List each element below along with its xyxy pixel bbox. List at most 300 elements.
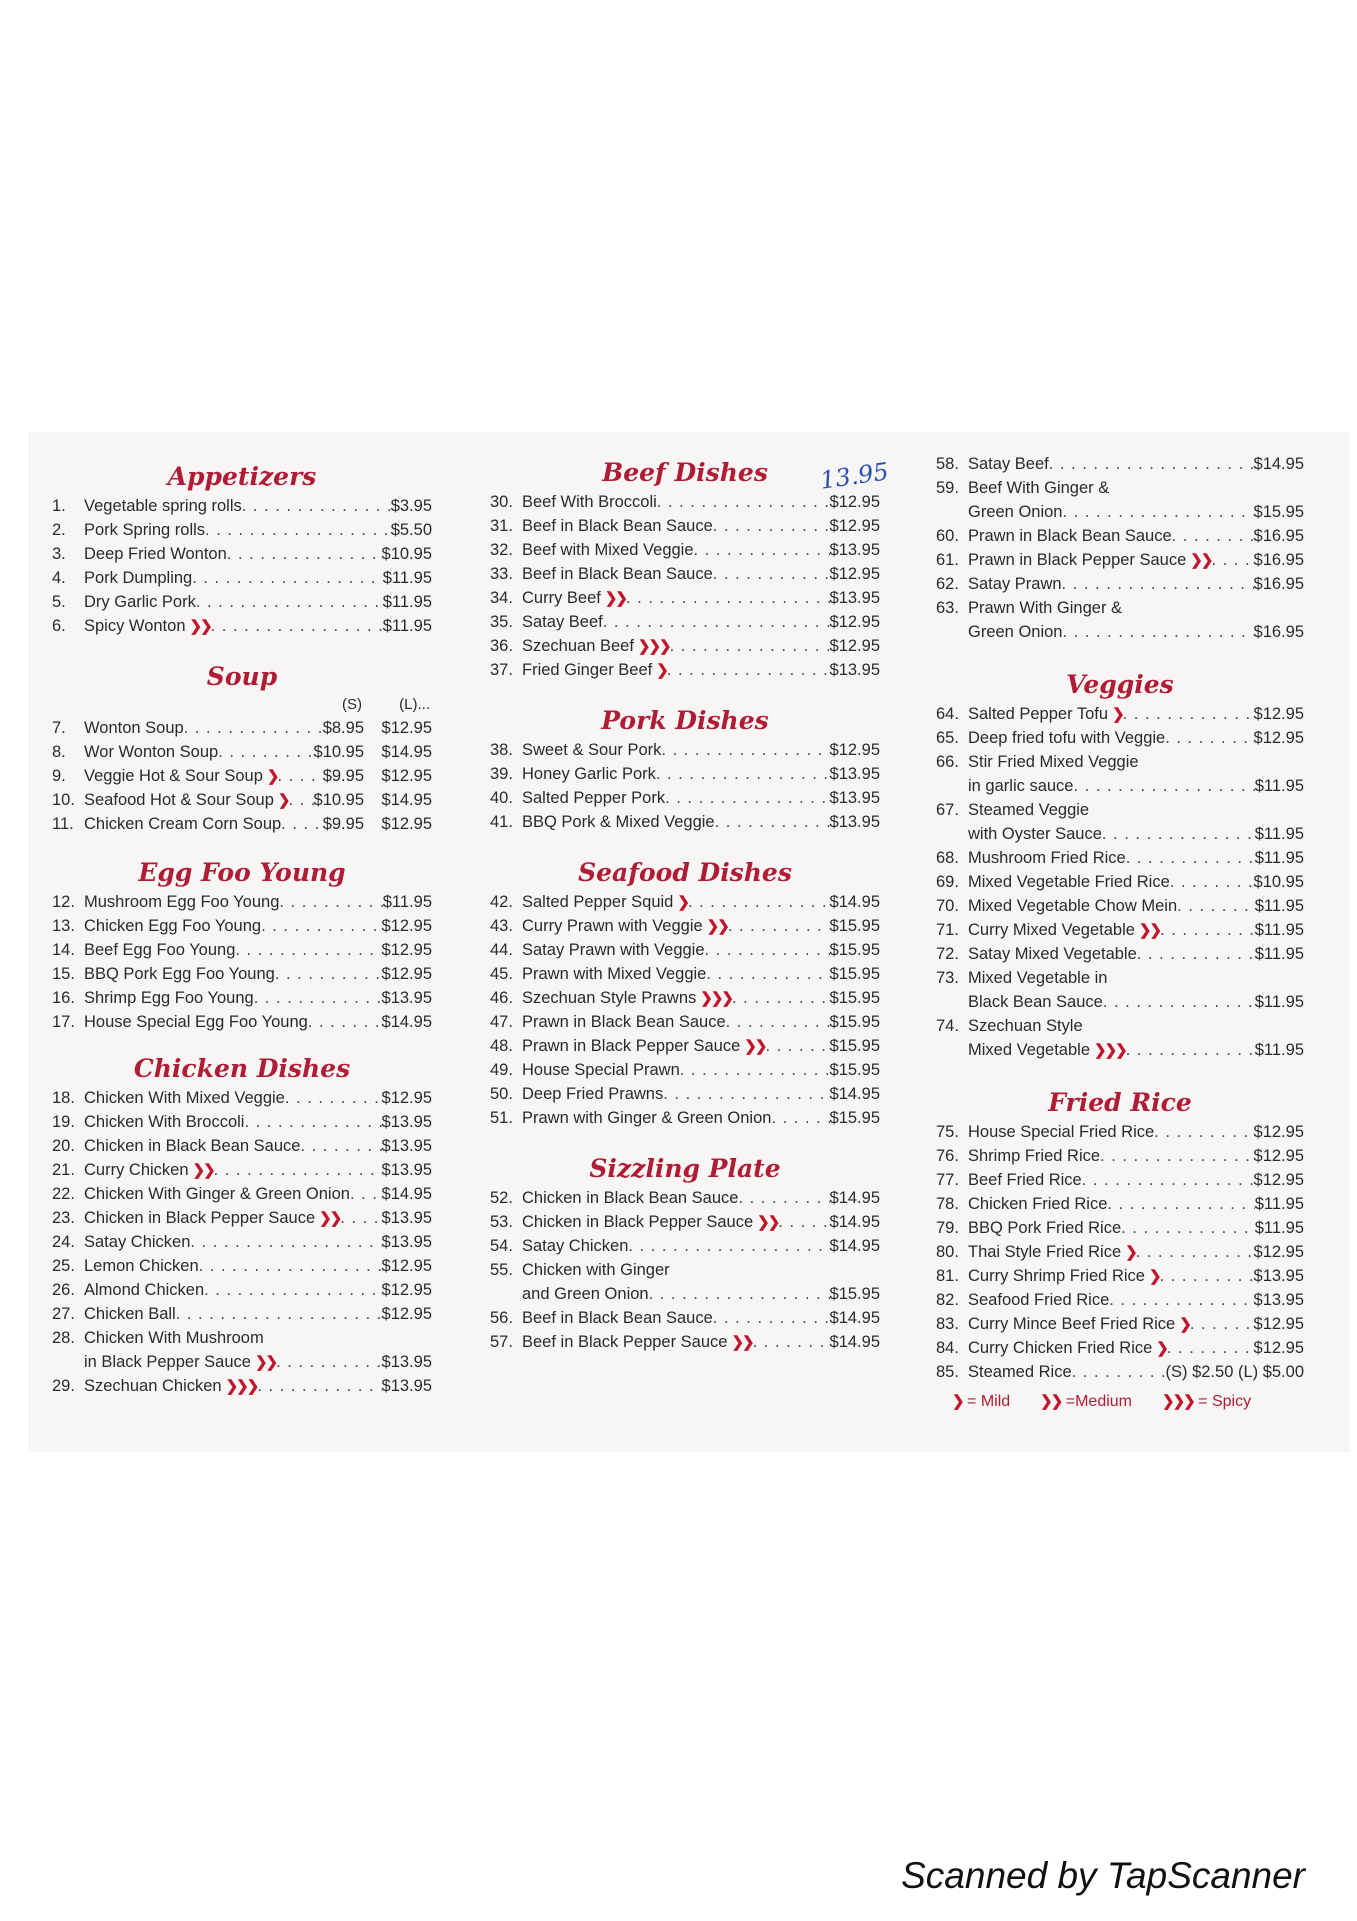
item-price: $11.95 — [1254, 1219, 1304, 1237]
item-price: $10.95 — [1253, 873, 1304, 891]
spice-legend — [936, 1390, 1304, 1414]
section-egg-foo-young — [52, 856, 432, 1034]
dot-leader — [713, 514, 830, 538]
menu-item — [936, 476, 1304, 500]
menu-item — [936, 990, 1304, 1014]
dot-leader — [276, 1350, 381, 1374]
menu-item — [490, 1330, 880, 1354]
menu-item — [936, 894, 1304, 918]
item-name: Szechuan Beef — [522, 637, 634, 655]
item-name: Satay Beef — [968, 455, 1049, 473]
item-name: Black Bean Sauce — [968, 993, 1103, 1011]
item-number: 28. — [52, 1329, 75, 1347]
item-number: 7. — [52, 719, 66, 737]
item-price: $11.95 — [1254, 921, 1304, 939]
item-name: Beef Fried Rice — [968, 1171, 1082, 1189]
item-number: 75. — [936, 1123, 959, 1141]
menu-item — [936, 1168, 1304, 1192]
item-name: Salted Pepper Pork — [522, 789, 666, 807]
dot-leader — [728, 914, 830, 938]
item-number: 6. — [52, 617, 66, 635]
item-number: 81. — [936, 1267, 959, 1285]
item-number: 2. — [52, 521, 66, 539]
dot-leader — [670, 634, 830, 658]
dot-leader — [275, 962, 382, 986]
item-number: 41. — [490, 813, 513, 831]
item-number: 66. — [936, 753, 959, 771]
legend-spicy-label: = Spicy — [1198, 1393, 1252, 1410]
pepper-icon: ❯ — [1148, 1268, 1160, 1285]
section-title: Fried Rice — [1048, 1088, 1192, 1117]
dot-leader — [1102, 822, 1255, 846]
item-price: $12.95 — [381, 1305, 432, 1323]
item-price: $13.95 — [829, 813, 880, 831]
pepper-icon: ❯❯ — [604, 590, 626, 607]
item-name: Green Onion — [968, 503, 1063, 521]
item-price: $12.95 — [829, 613, 880, 631]
item-price: $12.95 — [829, 565, 880, 583]
item-price: $11.95 — [1254, 1195, 1304, 1213]
menu-item — [936, 572, 1304, 596]
item-number: 68. — [936, 849, 959, 867]
pepper-icon: ❯❯❯ — [700, 990, 732, 1007]
dot-leader — [1072, 1360, 1166, 1384]
item-name: Curry Beef — [522, 589, 601, 607]
item-price: $11.95 — [1254, 945, 1304, 963]
item-name: Chicken With Mushroom — [84, 1329, 264, 1347]
item-price: $14.95 — [829, 1189, 880, 1207]
legend-medium — [1036, 1390, 1132, 1414]
item-name: Vegetable spring rolls — [84, 497, 242, 515]
dot-leader — [649, 1282, 830, 1306]
item-number: 76. — [936, 1147, 959, 1165]
dot-leader — [204, 1278, 381, 1302]
item-number: 30. — [490, 493, 513, 511]
menu-item — [52, 812, 432, 836]
item-price: $12.95 — [829, 637, 880, 655]
item-name: House Special Egg Foo Young — [84, 1013, 308, 1031]
dot-leader — [218, 740, 313, 764]
menu-item — [52, 1158, 432, 1182]
item-price: $15.95 — [829, 1013, 880, 1031]
item-price: $14.95 — [829, 1085, 880, 1103]
menu-item — [490, 962, 880, 986]
item-name: Chicken Fried Rice — [968, 1195, 1108, 1213]
pepper-icon: ❯ — [1156, 1340, 1167, 1357]
legend-mild — [948, 1390, 1010, 1414]
section-appetizers — [52, 460, 432, 638]
item-price: $15.95 — [829, 941, 880, 959]
menu-item — [52, 590, 432, 614]
item-name: Szechuan Chicken — [84, 1377, 222, 1395]
dot-leader — [1170, 870, 1254, 894]
menu-item — [490, 1210, 880, 1234]
dot-leader — [1165, 726, 1253, 750]
item-price: $5.50 — [390, 521, 432, 539]
item-name: House Special Prawn — [522, 1061, 680, 1079]
pepper-icon: ❯❯ — [254, 1354, 277, 1371]
item-price: $16.95 — [1253, 575, 1304, 593]
menu-item — [936, 846, 1304, 870]
item-number: 10. — [52, 791, 75, 809]
item-number: 4. — [52, 569, 66, 587]
menu-item — [936, 1120, 1304, 1144]
item-number: 20. — [52, 1137, 75, 1155]
item-price: $9.95 — [322, 815, 364, 833]
dot-leader — [1211, 548, 1253, 572]
menu-item — [490, 738, 880, 762]
menu-item — [52, 938, 432, 962]
menu-item — [490, 762, 880, 786]
item-name: BBQ Pork Egg Foo Young — [84, 965, 275, 983]
item-number: 51. — [490, 1109, 513, 1127]
menu-column-1 — [52, 460, 432, 1398]
menu-item — [936, 1014, 1304, 1038]
item-name: Chicken With Broccoli — [84, 1113, 245, 1131]
item-number: 53. — [490, 1213, 513, 1231]
pepper-icon: ❯❯ — [192, 1162, 214, 1179]
item-price: $13.95 — [381, 1353, 432, 1371]
dot-leader — [713, 562, 830, 586]
menu-item — [936, 726, 1304, 750]
item-number: 14. — [52, 941, 75, 959]
pepper-icon: ❯❯ — [1040, 1393, 1062, 1410]
item-number: 42. — [490, 893, 513, 911]
section-title: Seafood Dishes — [578, 858, 792, 887]
item-name: Curry Shrimp Fried Rice — [968, 1267, 1145, 1285]
item-price: $11.95 — [382, 893, 432, 911]
item-name: Chicken Ball — [84, 1305, 176, 1323]
item-name: Szechuan Style — [968, 1017, 1083, 1035]
item-price: $13.95 — [829, 765, 880, 783]
section-chicken-dishes — [52, 1052, 432, 1398]
item-price: $11.95 — [382, 593, 432, 611]
dot-leader — [1190, 1312, 1254, 1336]
item-name: Pork Spring rolls — [84, 521, 206, 539]
item-number: 85. — [936, 1363, 959, 1381]
item-name: with Oyster Sauce — [968, 825, 1102, 843]
dot-leader — [1123, 702, 1254, 726]
menu-item — [936, 1216, 1304, 1240]
item-price: $12.95 — [1253, 1243, 1304, 1261]
section-continued-dishes — [936, 452, 1304, 644]
menu-item — [936, 966, 1304, 990]
menu-item — [52, 1326, 432, 1350]
item-name: Prawn With Ginger & — [968, 599, 1123, 617]
menu-item — [936, 1192, 1304, 1216]
dot-leader — [261, 914, 381, 938]
dot-leader — [192, 566, 383, 590]
item-number: 67. — [936, 801, 959, 819]
dot-leader — [244, 1110, 381, 1134]
dot-leader — [680, 1058, 830, 1082]
item-number: 23. — [52, 1209, 75, 1227]
pepper-icon: ❯ — [656, 662, 667, 679]
menu-item — [936, 1240, 1304, 1264]
dot-leader — [214, 1158, 382, 1182]
item-number: 39. — [490, 765, 513, 783]
item-name: Prawn in Black Bean Sauce — [522, 1013, 726, 1031]
dot-leader — [196, 590, 383, 614]
section-title: Pork Dishes — [601, 706, 769, 735]
dot-leader — [285, 1086, 382, 1110]
dot-leader — [288, 788, 313, 812]
handwritten-price-note: 13.95 — [818, 457, 891, 495]
item-name: Mushroom Fried Rice — [968, 849, 1126, 867]
section-seafood-dishes — [490, 856, 880, 1130]
pepper-icon: ❯ — [952, 1393, 963, 1410]
item-name: Prawn in Black Bean Sauce — [968, 527, 1172, 545]
item-name: Shrimp Fried Rice — [968, 1147, 1101, 1165]
item-price: $16.95 — [1253, 623, 1304, 641]
item-number: 78. — [936, 1195, 959, 1213]
pepper-icon: ❯❯ — [706, 918, 728, 935]
pepper-icon: ❯❯ — [731, 1334, 753, 1351]
item-name: Curry Mixed Vegetable — [968, 921, 1135, 939]
item-price: $12.95 — [1253, 1147, 1304, 1165]
item-price: $13.95 — [829, 589, 880, 607]
item-name: Chicken in Black Bean Sauce — [84, 1137, 301, 1155]
menu-item — [490, 1258, 880, 1282]
item-price: $15.95 — [829, 965, 880, 983]
menu-item — [52, 1278, 432, 1302]
item-price: $12.95 — [829, 517, 880, 535]
section-title: Sizzling Plate — [589, 1154, 781, 1183]
item-name: Beef in Black Bean Sauce — [522, 565, 713, 583]
item-price: $15.95 — [1253, 503, 1304, 521]
item-price-large: $14.95 — [381, 743, 432, 761]
size-small-label: (S) — [342, 696, 362, 713]
section-title: Chicken Dishes — [133, 1054, 351, 1083]
item-name: Wor Wonton Soup — [84, 743, 219, 761]
item-number: 18. — [52, 1089, 75, 1107]
dot-leader — [176, 1302, 382, 1326]
menu-item — [52, 1254, 432, 1278]
dot-leader — [663, 1082, 829, 1106]
item-number: 72. — [936, 945, 959, 963]
item-price: $12.95 — [381, 917, 432, 935]
menu-item — [490, 810, 880, 834]
menu-item — [490, 1186, 880, 1210]
item-price: $14.95 — [829, 893, 880, 911]
item-number: 65. — [936, 729, 959, 747]
item-number: 40. — [490, 789, 513, 807]
item-name: Dry Garlic Pork — [84, 593, 196, 611]
item-number: 31. — [490, 517, 513, 535]
dot-leader — [705, 938, 830, 962]
menu-item — [936, 620, 1304, 644]
menu-item — [52, 1206, 432, 1230]
item-number: 56. — [490, 1309, 513, 1327]
menu-item — [52, 986, 432, 1010]
item-name: BBQ Pork Fried Rice — [968, 1219, 1122, 1237]
item-name: Curry Mince Beef Fried Rice — [968, 1315, 1176, 1333]
item-price: $9.95 — [322, 767, 364, 785]
pepper-icon: ❯❯ — [319, 1210, 341, 1227]
dot-leader — [227, 542, 382, 566]
dot-leader — [1107, 1192, 1254, 1216]
item-number: 49. — [490, 1061, 513, 1079]
item-name: Fried Ginger Beef — [522, 661, 653, 679]
item-name: Green Onion — [968, 623, 1063, 641]
item-name: Salted Pepper Tofu — [968, 705, 1109, 723]
pepper-icon: ❯❯❯ — [1094, 1042, 1126, 1059]
item-number: 5. — [52, 593, 66, 611]
dot-leader — [211, 614, 383, 638]
item-name: Beef With Broccoli — [522, 493, 657, 511]
menu-item — [490, 1058, 880, 1082]
pepper-icon: ❯ — [277, 792, 289, 809]
item-price: $10.95 — [313, 743, 364, 761]
item-price: $15.95 — [829, 1037, 880, 1055]
dot-leader — [771, 1106, 829, 1130]
item-price: $13.95 — [381, 1113, 432, 1131]
item-name: Beef With Ginger & — [968, 479, 1110, 497]
item-name: Chicken With Mixed Veggie — [84, 1089, 285, 1107]
item-number: 29. — [52, 1377, 75, 1395]
item-name: Deep fried tofu with Veggie — [968, 729, 1166, 747]
item-name: Chicken With Ginger & Green Onion — [84, 1185, 350, 1203]
menu-item — [490, 658, 880, 682]
item-price: $10.95 — [381, 545, 432, 563]
item-price: $14.95 — [829, 1333, 880, 1351]
item-number: 62. — [936, 575, 959, 593]
item-price: $12.95 — [1253, 1339, 1304, 1357]
item-price: $16.95 — [1253, 527, 1304, 545]
item-name: Chicken Cream Corn Soup — [84, 815, 282, 833]
menu-item — [936, 750, 1304, 774]
menu-item — [52, 614, 432, 638]
item-name: Chicken in Black Pepper Sauce — [522, 1213, 754, 1231]
menu-item — [936, 500, 1304, 524]
item-price: $13.95 — [381, 1377, 432, 1395]
item-number: 77. — [936, 1171, 959, 1189]
pepper-icon: ❯❯ — [1190, 552, 1212, 569]
dot-leader — [199, 1254, 382, 1278]
dot-leader — [1167, 1336, 1254, 1360]
item-number: 48. — [490, 1037, 513, 1055]
item-name: Mushroom Egg Foo Young — [84, 893, 280, 911]
item-name: Stir Fried Mixed Veggie — [968, 753, 1139, 771]
item-price: $12.95 — [1253, 1315, 1304, 1333]
menu-item — [936, 822, 1304, 846]
pepper-icon: ❯ — [1179, 1316, 1190, 1333]
menu-item — [936, 1144, 1304, 1168]
legend-spicy — [1158, 1390, 1251, 1414]
dot-leader — [738, 1186, 829, 1210]
item-number: 12. — [52, 893, 75, 911]
item-name: Curry Chicken — [84, 1161, 189, 1179]
dot-leader — [661, 738, 829, 762]
dot-leader — [205, 518, 391, 542]
item-number: 80. — [936, 1243, 959, 1261]
menu-item — [936, 1336, 1304, 1360]
item-number: 17. — [52, 1013, 75, 1031]
pepper-icon: ❯❯ — [744, 1038, 766, 1055]
item-price: $15.95 — [829, 1109, 880, 1127]
pepper-icon: ❯❯ — [1138, 922, 1161, 939]
item-name: Mixed Vegetable in — [968, 969, 1108, 987]
item-number: 33. — [490, 565, 513, 583]
item-price-large: $12.95 — [381, 767, 432, 785]
item-number: 84. — [936, 1339, 959, 1357]
item-number: 19. — [52, 1113, 75, 1131]
menu-item — [936, 918, 1304, 942]
item-number: 55. — [490, 1261, 513, 1279]
menu-item — [490, 1010, 880, 1034]
item-number: 22. — [52, 1185, 75, 1203]
section-fried-rice — [936, 1086, 1304, 1384]
item-number: 63. — [936, 599, 959, 617]
dot-leader — [350, 1182, 382, 1206]
item-price: $14.95 — [829, 1213, 880, 1231]
pepper-icon: ❯ — [677, 894, 688, 911]
item-price: (S) $2.50 (L) $5.00 — [1165, 1363, 1304, 1381]
item-name: Sweet & Sour Pork — [522, 741, 662, 759]
item-price: $12.95 — [381, 1281, 432, 1299]
item-price: $15.95 — [829, 989, 880, 1007]
dot-leader — [235, 938, 381, 962]
item-name: Chicken in Black Pepper Sauce — [84, 1209, 316, 1227]
size-large-label: (L)... — [399, 696, 430, 713]
item-number: 43. — [490, 917, 513, 935]
item-name: Spicy Wonton — [84, 617, 186, 635]
item-name: Prawn in Black Pepper Sauce — [968, 551, 1187, 569]
item-name: Satay Prawn — [968, 575, 1062, 593]
item-name: Seafood Fried Rice — [968, 1291, 1110, 1309]
item-number: 71. — [936, 921, 959, 939]
dot-leader — [190, 1230, 381, 1254]
menu-item — [490, 1106, 880, 1130]
item-price: $13.95 — [381, 1137, 432, 1155]
item-price: $10.95 — [313, 791, 364, 809]
dot-leader — [281, 812, 323, 836]
item-name: Curry Chicken Fried Rice — [968, 1339, 1153, 1357]
dot-leader — [667, 658, 830, 682]
menu-item — [936, 596, 1304, 620]
item-number: 25. — [52, 1257, 75, 1275]
menu-item — [52, 1374, 432, 1398]
item-number: 21. — [52, 1161, 75, 1179]
item-number: 82. — [936, 1291, 959, 1309]
section-title: Veggies — [1066, 670, 1174, 699]
item-name: Satay Beef — [522, 613, 603, 631]
dot-leader — [778, 1210, 829, 1234]
pepper-icon: ❯❯❯ — [1162, 1393, 1194, 1410]
dot-leader — [715, 810, 830, 834]
item-number: 24. — [52, 1233, 75, 1251]
dot-leader — [1160, 918, 1255, 942]
item-price: $13.95 — [829, 661, 880, 679]
menu-item — [52, 1134, 432, 1158]
menu-item — [936, 452, 1304, 476]
dot-leader — [1073, 774, 1254, 798]
menu-item — [936, 1038, 1304, 1062]
section-veggies — [936, 668, 1304, 1062]
item-number: 34. — [490, 589, 513, 607]
menu-item — [490, 890, 880, 914]
item-name: Chicken in Black Bean Sauce — [522, 1189, 739, 1207]
item-price: $14.95 — [381, 1185, 432, 1203]
item-price: $13.95 — [381, 1161, 432, 1179]
menu-item — [936, 702, 1304, 726]
item-number: 60. — [936, 527, 959, 545]
menu-item — [490, 938, 880, 962]
menu-item — [936, 1312, 1304, 1336]
item-number: 9. — [52, 767, 66, 785]
item-price-large: $12.95 — [381, 815, 432, 833]
dot-leader — [665, 786, 829, 810]
